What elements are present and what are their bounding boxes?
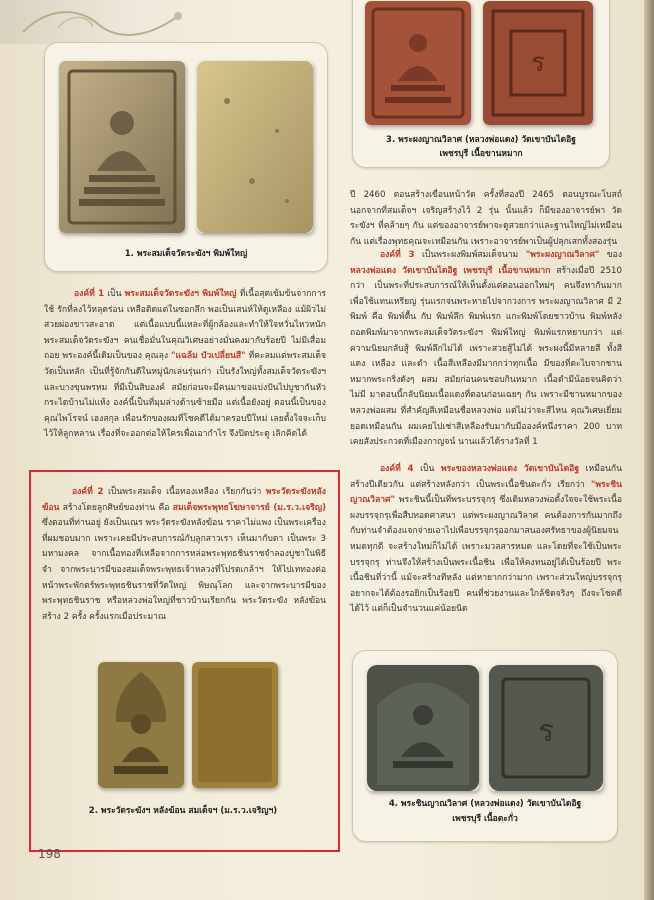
amulet-2-back-image	[192, 662, 278, 788]
caption-3-line1: 3. พระผงญาณวิลาศ (หลวงพ่อแดง) วัดเขาบันไดอิฐ	[386, 135, 576, 145]
photo-frame-2	[40, 648, 326, 840]
header-ornament	[0, 0, 230, 44]
photo-frame-1	[44, 42, 328, 272]
amulet-4-front-image	[367, 665, 479, 791]
amulet-1-front-image	[59, 61, 185, 233]
amulet-2-front-image	[98, 662, 184, 788]
amulet-4-back-image	[489, 665, 603, 791]
page-number: 198	[38, 847, 61, 861]
svg-text:ร: ร	[537, 714, 555, 749]
page-gutter	[644, 0, 654, 900]
photo-frame-4	[352, 650, 618, 842]
caption-4-line2: เพชรบุรี เนื้อตะกั่ว	[452, 814, 518, 824]
paragraph-amulet-3: องค์ที่ 3 เป็นพระผงพิมพ์สมเด็จนาม "พระผงญาณวิลาศ" ของ หลวงพ่อแดง วัดเขาบันไดอิฐ เพชรบุรี เนื้อขานหมาก สร้างเมื่อปี 2510 กว่า เป็นพระที่ประสบการณ์ให้เห็นตั้งแต่ตอนออกใหม่ๆ คนจึงหากันมากเพื่อใช้แทนเหรียญ รุ่นแรกจนพระหายไปจากวงการ พระผงญาณวิลาศ มี 2 พิมพ์ คือ พิมพ์ตื้น กับ พิมพ์ลึก พิมพ์แรก แกะพิมพ์โดยชาวบ้าน พิมพ์หลัง ถอดพิมพ์มาจากพระสมเด็จวัดระฆังฯ พิมพ์ใหญ่ พิมพ์แรกหยาบกว่า แต่ความนิยมกลับสู้ พิมพ์ลึกไม่ได้ เพราะสวยสู้ไม่ได้ พระผงนี้มีหลายสี ทั้งสีแดง เหลือง และดำ เนื้อสีเหลืองมีมากกว่าทุกเนื้อ มีของที่ตะไบจากชานหมากพระกริ่งดังๆ ผสม สมัยก่อนคนชอบกินหมาก เนื้อดำมีน้อยจนคิดว่าไม่มี มาตอนนี้กลับนิยมเนื้อแดงที่ตอนก่อนเฉยๆ กัน เพราะมีชานหมากของหลวงพ่อผสม ที่สำคัญสีเหมือนชื่อหลวงพ่อ แต่ไม่ว่าจะสีไหน คุณวิเศษเยี่ยมยอดเหมือนกัน ผมเคยไปเช่าสีเหลืองรับมากับมือองค์หนึ่งราคา 200 บาท เคยสังประกวดที่เมืองกาญจน์ นานแล้วได้รางวัลที่ 1	[350, 250, 623, 448]
paragraph-amulet-1: องค์ที่ 1 เป็น พระสมเด็จวัดระฆังฯ พิมพ์ใหญ่ ที่เนื้อสุดเข้มข้นจากการใช้ รักที่ลงไว้หลุดร่อน เหลือติดแต่ในซอกลึก พอเป็นเสน่ห์ให้ดูเหลือง แม้ผิวไม่สวยผ่องขาวสะอาด แต่เนื้อแบบนี้แหละที่ผู้กล้องและทำให้ใจหวั่นไหวหนัก พระสมเด็จวัดระฆังฯ คนเชื่อมั่นในคุณวิเศษอย่างมั่นคงมากับร้อยปี ไม่มีเสื่อมถอย พระองค์นี้เดิมเป็นของ คุณลุง "แฉล้ม บัวเปลี่ยนสี" ที่คะลมแต่พระสมเด็จวัดเป็นหลัก เป็นที่รู้จักกันดีในหมู่นักเล่นรุ่นเก่า เป็นรังใหญ่ทั้งสมเด็จวัดระฆังฯ และบางขุนพรหม ที่มีเป็นสิบองค์ สมัยก่อนจะมีคนมาขอแบ่งปันไปบูชากันหัวกระไดบ้านไม่แห้ง องค์นี้เป็นที่มุมล่างด้านซ้ายมือ แต่เนื้อยังอยู่ ตอนนี้เป็นของคุณไพโรจน์ เฮงสกุล เพื่อนรักของผมที่โชคดีได้มาครอบปีใหม่ เลยตั้งใจจะเก็บไว้ให้ลูกหลาน เรื่องที่จะออกต่อให้ใครเพื่อเอากำไร จึงปิดประตู เลิกคิดได้	[44, 289, 327, 440]
paragraph-amulet-2: องค์ที่ 2 เป็นพระสมเด็จ เนื้อทองเหลือง เรียกกันว่า พระวัดระฆังหลังฆ้อน สร้างโดยลูกศิษย์ของท่าน คือ สมเด็จพระพุทธโฆษาจารย์ (ม.ร.ว.เจริญ) ซึ่งตอนที่ท่านอยู่ ยังเป็นเณร พระวัดระฆังหลังฆ้อน ราคาไม่แพง เป็นพระเครื่องที่ผมชอบมาก เพราะเคยมีประสบการณ์กับลูกสาวเรา เห็นมากับตา เป็นพระ 3 มหามงคล จากเนื้อทองที่เหลือจากการหล่อพระพุทธชินราชจำลองบูชาในพิธีจำ จากพระบารมีของสมเด็จพระพุทธเจ้าหลวงที่โปรดเกล้าฯ ให้ไปเททองต่อหน้าพระพักตร์พระพุทธชินราชที่วัดใหญ่ พิษณุโลก และจากพระบารมีของพระพุทธชินราช หรือหลวงพ่อใหญ่ที่ชาวบ้านเรียกกัน พระวัดระฆัง หลังฆ้อนสร้าง 2 ครั้ง ครั้งแรกเมื่อประมาณ	[42, 487, 327, 622]
caption-2: 2. พระวัดระฆังฯ หลังฆ้อน สมเด็จฯ (ม.ร.ว.เจริญฯ)	[88, 806, 278, 816]
caption-4-line1: 4. พระชินญาณวิลาศ (หลวงพ่อแดง) วัดเขาบันไดอิฐ	[388, 799, 582, 809]
paragraph-amulet-4: องค์ที่ 4 เป็น พระของหลวงพ่อแดง วัดเขาบันไดอิฐ เหมือนกัน สร้างปีเดียวกัน แต่สร้างหลังกว่า เป็นพระเนื้อชินตะกั่ว เรียกว่า "พระชินญาณวิลาศ" พระชินนี้เป็นที่พระบรรจุกรุ ซึ่งเดิมหลวงพ่อตั้งใจจะใช้พระเนื้อผงบรรจุกรุเพื่อสืบทอดศาสนา แต่พระผงญาณวิลาศ คนต้องการกันมากถึงกับท่านจำต้องแจกจ่ายเอาไปเพื่อบรรจุกรุออกมาสนองศรัทธาของผู้นิยมจนหมดทุกตี จะสร้างใหม่ก็ไม่ได้ เพราะมวลสารหมด และโดยที่จะใช้เป็นพระบรรจุกรุ ท่านจึงให้สร้างเป็นพระเนื้อชิน เพื่อให้คงทนอยู่ได้เป็นร้อยปี พระเนื้อชินที่ว่านี้ แม้จะสร้างทีหลัง แต่หายากกว่ามาก เพราะส่วนใหญ่บรรจุกรุ อยากจะได้ต้องรอยิกเป็นร้อยปี คนที่ช่วยงานและใกล้ชิดจริงๆ ถึงจะโชคดีได้ไว้ แต่ก็เป็นจำนวนแค่น้อยนิด	[350, 464, 623, 615]
caption-3-line2: เพชรบุรี เนื้อขานหมาก	[439, 149, 523, 159]
amulet-3-back-image	[483, 1, 593, 125]
amulet-3-front-image	[365, 1, 471, 125]
caption-1: 1. พระสมเด็จวัดระฆังฯ พิมพ์ใหญ่	[124, 249, 248, 259]
amulet-1-back-image	[197, 61, 313, 233]
flourish-icon	[18, 2, 208, 42]
photo-frame-3	[352, 0, 610, 168]
svg-text:ร: ร	[531, 48, 545, 78]
paragraph-right-intro: ปี 2460 ตอนสร้างเขื่อนหน้าวัด ครั้งที่สองปี 2465 ตอนบูรณะโบสถ์ นอกจากที่สมเด็จฯ เจริญสร้างไว้ 2 รุ่น นั้นแล้ว ก็มีของอาจารย์พา วัดระฆังฯ ที่คล้ายๆ กัน แต่ของอาจารย์พาจะดูสวยกว่าและฐานใหญ่ไม่เหมือนกัน แต่เรื่องพุทธคุณจะเหมือนกัน เพราะอาจารย์พาเป็นผู้ปลุกเสกทั้งสองรุ่น	[350, 190, 622, 247]
